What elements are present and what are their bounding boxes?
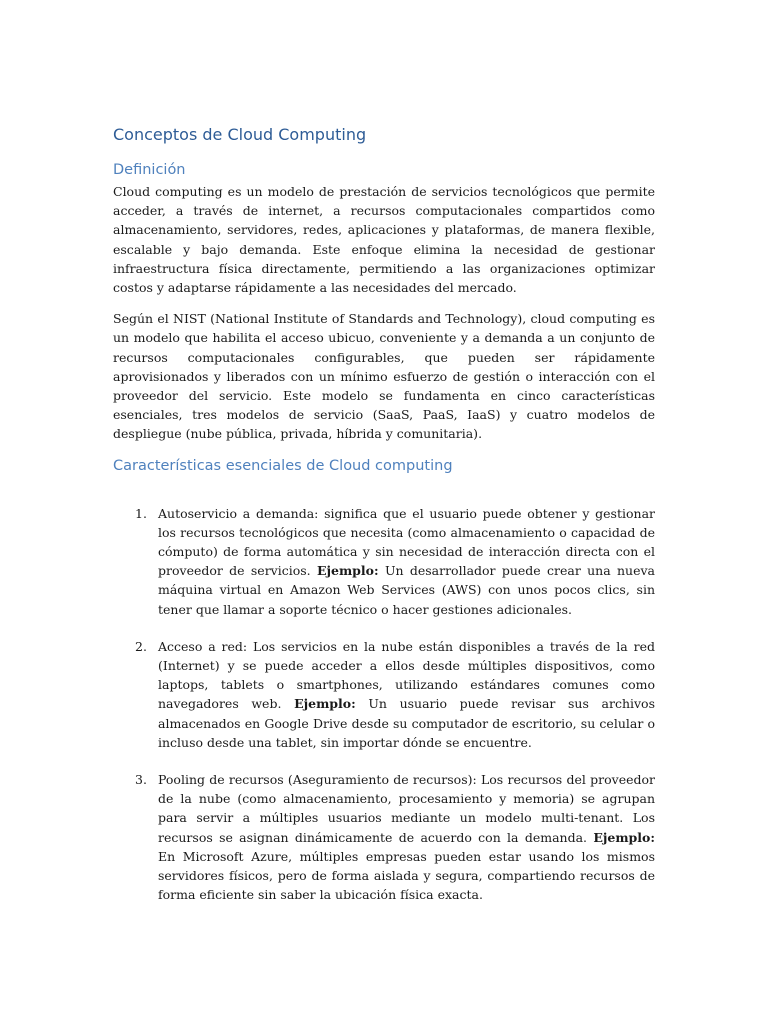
example-label: Ejemplo: <box>294 696 356 712</box>
example-label: Ejemplo: <box>593 829 655 845</box>
list-item-number: 2. <box>135 638 147 654</box>
list-item-text: Acceso a red: Los servicios en la nube están disponibles a través de la red (Internet) y se puede acceder a ellos desde múltiples dispositivos, como laptops, tablets o smartphones, utilizando estándares comunes como navegadores web. <box>158 638 655 712</box>
features-list <box>113 504 655 905</box>
document-title: Conceptos de Cloud Computing <box>113 125 367 144</box>
section-heading-caracteristicas: Características esenciales de Cloud computing <box>113 457 453 474</box>
paragraph-nist: Según el NIST (National Institute of Standards and Technology), cloud computing es un modelo que habilita el acceso ubicuo, conveniente y a demanda a un conjunto de recursos computacionales configurables, que pueden ser rápidamente aprovisionados y liberados con un mínimo esfuerzo de gestión o interacción con el proveedor del servicio. Este modelo se fundamenta en cinco características esenciales, tres modelos de servicio (SaaS, PaaS, IaaS) y cuatro modelos de despliegue (nube pública, privada, híbrida y comunitaria). <box>113 311 655 442</box>
list-item-number: 3. <box>135 772 147 788</box>
example-label: Ejemplo: <box>316 563 379 579</box>
list-item-text: Pooling de recursos (Aseguramiento de recursos): Los recursos del proveedor de la nube (como almacenamiento, procesamiento y memoria) se agrupan para servir a múltiples usuarios mediante un modelo multi-tenant. Los recursos se asignan dinámicamente de acuerdo con la demanda. <box>158 772 655 845</box>
document-body <box>113 124 655 923</box>
list-item <box>113 637 655 752</box>
example-text: Un usuario puede revisar sus archivos almacenados en Google Drive desde su computador de escritorio, su celular o incluso desde una tablet, sin importar dónde se encuentre. <box>158 696 655 750</box>
paragraph-definition: Cloud computing es un modelo de prestación de servicios tecnológicos que permite acceder, a través de internet, a recursos computacionales compartidos como almacenamiento, servidores, redes, aplicaciones y plataformas, de manera flexible, escalable y bajo demanda. Este enfoque elimina la necesidad de gestionar infraestructura física directamente, permitiendo a las organizaciones optimizar costos y adaptarse rápidamente a las necesidades del mercado. <box>113 184 655 296</box>
list-item <box>113 504 655 619</box>
list-item-number: 1. <box>135 505 147 521</box>
example-text: En Microsoft Azure, múltiples empresas pueden estar usando los mismos servidores físicos, pero de forma aislada y segura, compartiendo recursos de forma eficiente sin saber la ubicación física exacta. <box>158 848 655 903</box>
example-text: Un desarrollador puede crear una nueva máquina virtual en Amazon Web Services (AWS) con unos pocos clics, sin tener que llamar a soporte técnico o hacer gestiones adicionales. <box>158 563 655 617</box>
list-item <box>113 770 655 904</box>
section-heading-definicion: Definición <box>113 162 186 178</box>
list-item-text: Autoservicio a demanda: significa que el usuario puede obtener y gestionar los recursos tecnológicos que necesita (como almacenamiento o capacidad de cómputo) de forma automática y sin necesidad de interacción directa con el proveedor de servicios. <box>158 505 655 579</box>
